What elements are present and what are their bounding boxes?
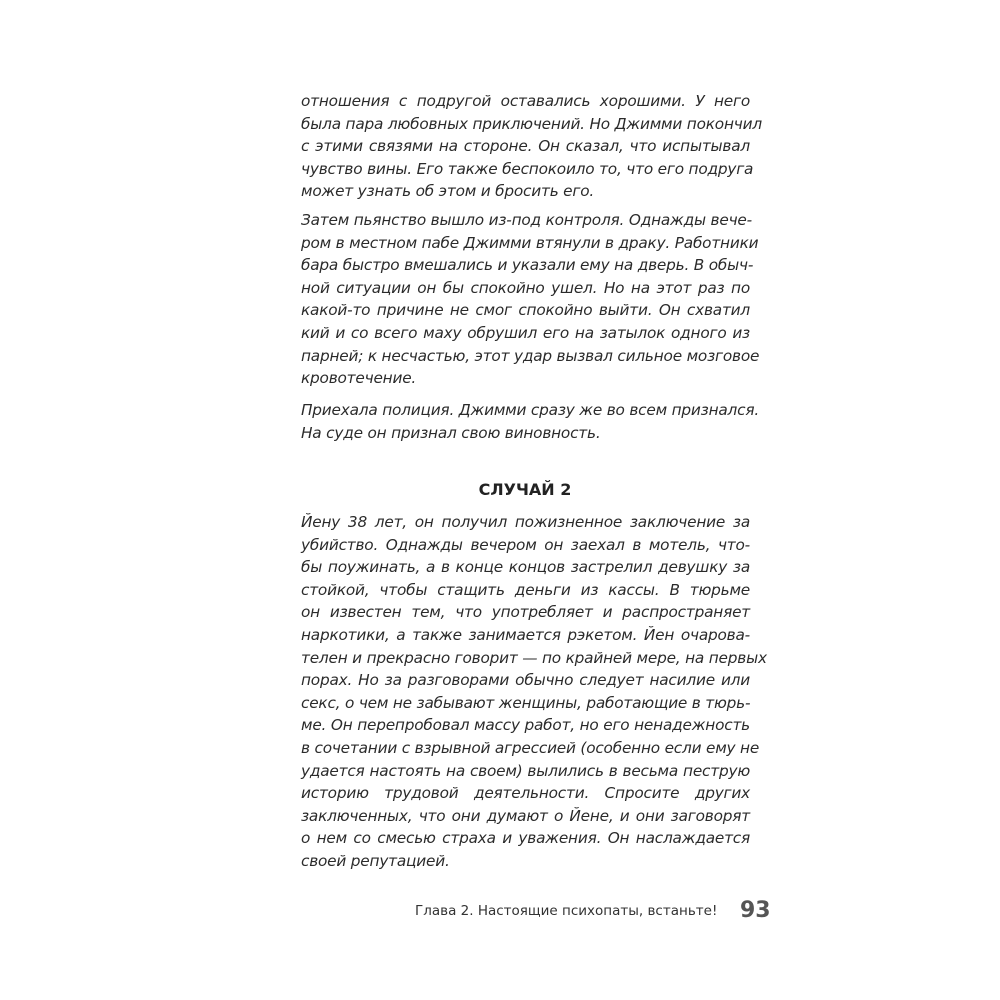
text-line: удается настоять на своем) вылились в весьма пеструю — [301, 761, 750, 780]
text-line: историю трудовой деятельности. Спросите других — [301, 784, 750, 803]
heading-text: СЛУЧАЙ 2 — [478, 480, 572, 499]
text-line: порах. Но за разговорами обычно следует насилие или — [301, 671, 750, 690]
page-number: 93 — [740, 898, 771, 923]
text-line: своей репутацией. — [301, 851, 450, 870]
text-line: убийство. Однажды вечером он заехал в мотель, что- — [301, 535, 750, 554]
text-line: Йену 38 лет, он получил пожизненное заключение за — [301, 513, 750, 531]
text-line: с этими связями на стороне. Он сказал, что испытывал — [301, 137, 750, 156]
text-line: Затем пьянство вышло из-под контроля. Однажды вече- — [301, 211, 752, 229]
text-line: ме. Он перепробовал массу работ, но его ненадежность — [301, 716, 750, 735]
text-line: чувство вины. Его также беспокоило то, что его подруга — [301, 159, 754, 178]
text-line: наркотики, а также занимается рэкетом. Йен очарова- — [301, 625, 750, 644]
text-line: какой-то причине не смог спокойно выйти. Он схватил — [301, 301, 750, 320]
text-line: На суде он признал свою виновность. — [301, 423, 601, 442]
text-line: ной ситуации он бы спокойно ушел. Но на этот раз по — [301, 278, 750, 297]
paragraph-2 — [301, 209, 760, 390]
text-line: Приехала полиция. Джимми сразу же во всем признался. — [301, 401, 760, 419]
text-line: парней; к несчастью, этот удар вызвал сильное мозговое — [301, 346, 760, 365]
text-line: кий и со всего маху обрушил его на затылок одного из — [301, 323, 750, 342]
text-line: телен и прекрасно говорит — по крайней мере, на первых — [301, 648, 767, 667]
text-line: стойкой, чтобы стащить деньги из кассы. В тюрьме — [301, 580, 750, 599]
text-line: может узнать об этом и бросить его. — [301, 182, 595, 201]
paragraph-1 — [301, 90, 762, 203]
text-line: была пара любовных приключений. Но Джимми покончил — [301, 114, 762, 133]
text-line: бара быстро вмешались и указали ему на дверь. В обыч- — [301, 256, 754, 275]
section-heading — [0, 480, 1000, 499]
text-line: в сочетании с взрывной агрессией (особенно если ему не — [301, 738, 760, 757]
text-line: кровотечение. — [301, 369, 417, 388]
paragraph-4 — [301, 511, 767, 873]
paragraph-3 — [301, 399, 760, 444]
text-line: ром в местном пабе Джимми втянули в драку. Работники — [301, 233, 759, 252]
text-line: о нем со смесью страха и уважения. Он наслаждается — [301, 829, 750, 848]
text-line: секс, о чем не забывают женщины, работающие в тюрь- — [301, 693, 751, 712]
text-line: отношения с подругой оставались хорошими. У него — [301, 92, 750, 110]
text-line: он известен тем, что употребляет и распространяет — [301, 603, 750, 622]
running-title: Глава 2. Настоящие психопаты, встаньте! — [415, 903, 718, 919]
text-line: заключенных, что они думают о Йене, и они заговорят — [301, 806, 750, 825]
text-line: бы поужинать, а в конце концов застрелил девушку за — [301, 558, 750, 577]
